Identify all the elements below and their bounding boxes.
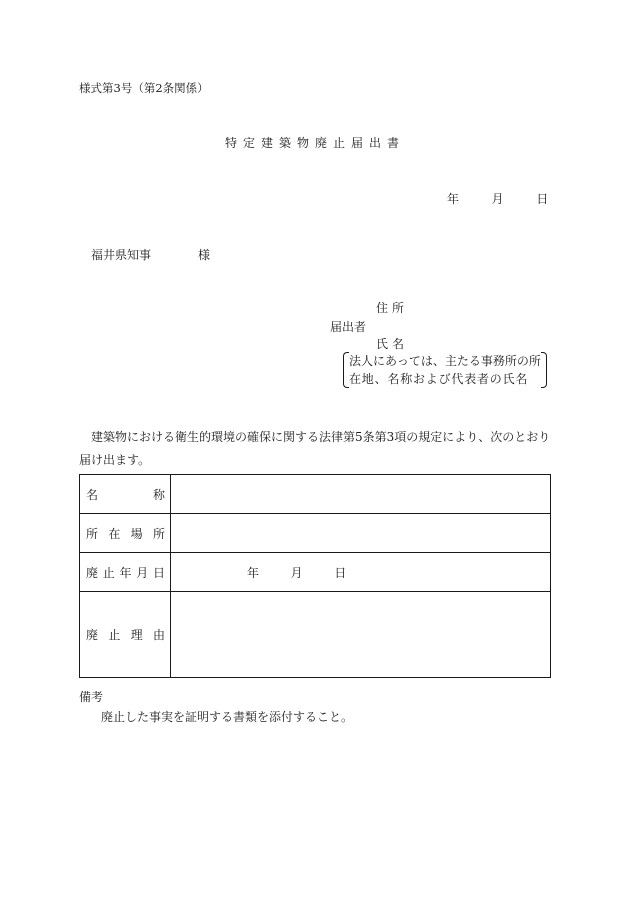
label-char: 理 bbox=[130, 628, 143, 642]
date-day-unit: 日 bbox=[536, 192, 549, 206]
label-char: 止 bbox=[102, 565, 115, 580]
form-number: 様式第3号（第2条関係） bbox=[79, 81, 209, 95]
corporate-note bbox=[343, 352, 547, 388]
abolition-day-unit: 日 bbox=[334, 565, 347, 580]
date-year-unit: 年 bbox=[447, 192, 460, 206]
label-char: 廃 bbox=[86, 628, 99, 642]
reason-row-label bbox=[80, 592, 171, 678]
name-row-label-text bbox=[86, 486, 170, 503]
location-row-label-text bbox=[86, 525, 170, 542]
remarks-text: 廃止した事実を証明する書類を添付すること。 bbox=[101, 710, 354, 724]
abolition-date-row-label-text bbox=[86, 564, 170, 581]
location-row-label bbox=[80, 514, 171, 553]
reason-row-label-text bbox=[86, 626, 170, 643]
notice-table bbox=[79, 474, 551, 678]
table-row bbox=[80, 475, 551, 514]
document-title: 特定建築物廃止届出書 bbox=[224, 136, 405, 150]
label-char: 称 bbox=[152, 487, 165, 502]
name-value[interactable] bbox=[171, 475, 551, 514]
abolition-date-value[interactable] bbox=[171, 553, 551, 592]
label-char: 月 bbox=[136, 565, 149, 580]
table-row bbox=[80, 514, 551, 553]
label-char: 由 bbox=[152, 628, 165, 642]
label-char: 場 bbox=[130, 526, 143, 541]
table-row bbox=[80, 592, 551, 678]
addressee bbox=[91, 246, 210, 263]
address-label: 住所 bbox=[376, 301, 409, 315]
addressee-honorific: 様 bbox=[198, 248, 211, 262]
label-char: 日 bbox=[152, 565, 165, 580]
left-bracket bbox=[343, 352, 349, 388]
label-char: 止 bbox=[108, 628, 121, 642]
label-char: 在 bbox=[108, 526, 121, 541]
right-bracket bbox=[541, 352, 547, 388]
remarks-label: 備考 bbox=[79, 690, 104, 704]
abolition-month-unit: 月 bbox=[290, 565, 303, 580]
label-char: 所 bbox=[152, 526, 165, 541]
submission-date bbox=[447, 190, 548, 207]
label-char: 名 bbox=[86, 487, 99, 502]
label-char: 所 bbox=[86, 526, 99, 541]
name-row-label bbox=[80, 475, 171, 514]
name-label: 氏名 bbox=[376, 337, 409, 351]
abolition-date-row-label bbox=[80, 553, 171, 592]
abolition-year-unit: 年 bbox=[247, 565, 260, 580]
date-month-unit: 月 bbox=[491, 192, 504, 206]
filer-label: 届出者 bbox=[330, 320, 367, 334]
label-char: 年 bbox=[119, 565, 132, 580]
table-row bbox=[80, 553, 551, 592]
corporate-note-line1: 法人にあっては、主たる事務所の所 bbox=[349, 354, 541, 368]
location-value[interactable] bbox=[171, 514, 551, 553]
body-text: 建築物における衛生的環境の確保に関する法律第5条第3項の規定により、次のとおり届け出ます。 bbox=[79, 430, 551, 467]
corporate-note-line2: 在地、名称および代表者の氏名 bbox=[349, 372, 529, 386]
addressee-name: 福井県知事 bbox=[91, 248, 152, 262]
reason-value[interactable] bbox=[171, 592, 551, 678]
label-char: 廃 bbox=[86, 565, 99, 580]
